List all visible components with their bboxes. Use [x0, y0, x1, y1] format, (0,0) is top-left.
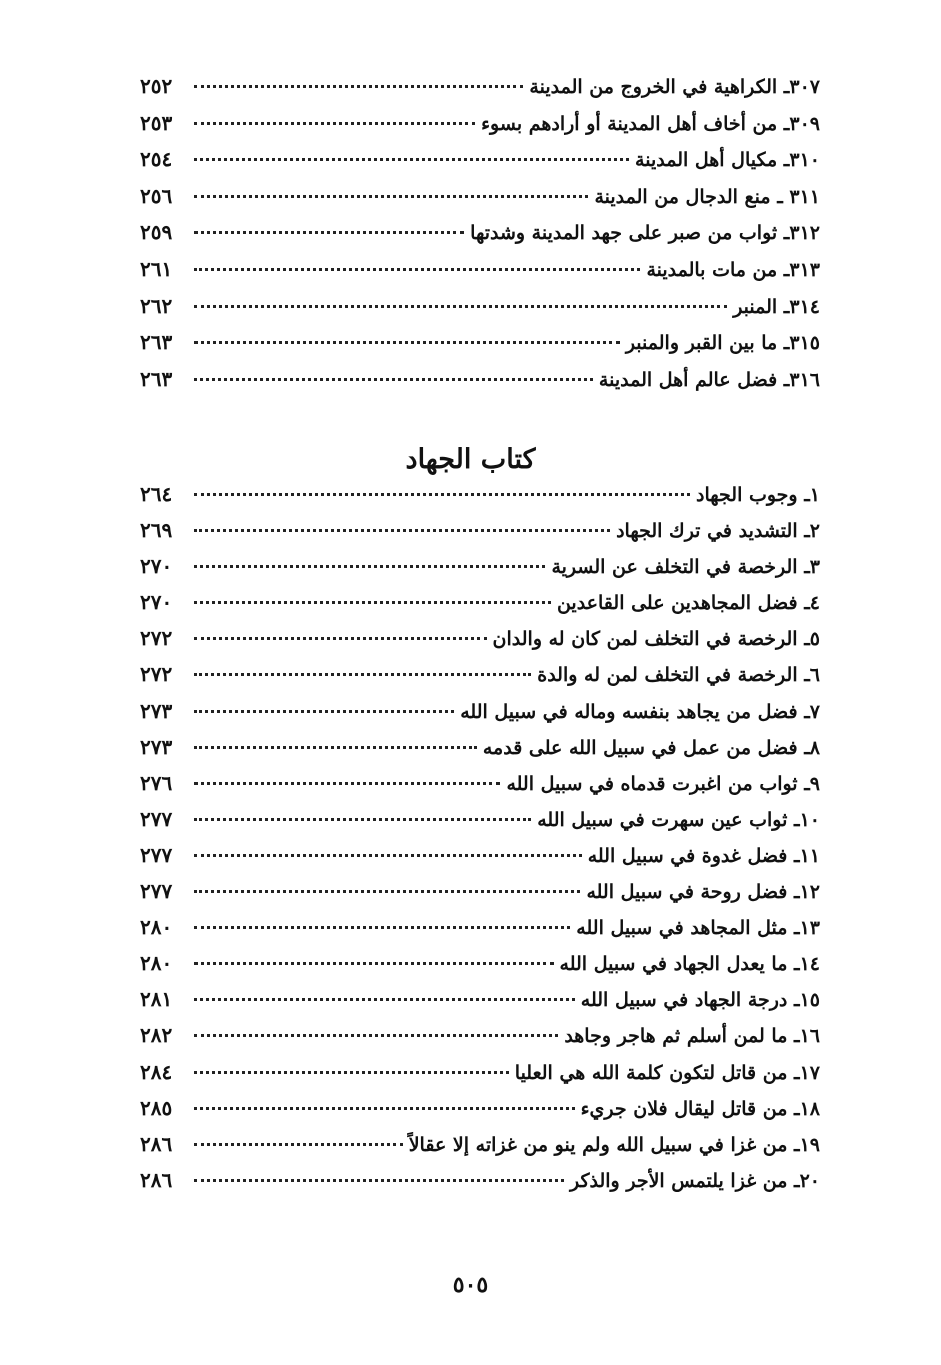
toc-entry — [140, 662, 820, 698]
toc-entry — [140, 518, 820, 554]
toc-previous-section — [140, 74, 820, 403]
toc-jihad-section — [140, 482, 820, 1204]
entry-title: ١٢ـ فضل روحة في سبيل الله — [586, 881, 820, 904]
dot-leader — [194, 341, 620, 344]
toc-entry — [140, 915, 820, 951]
entry-page: ٢٦٣ — [140, 366, 173, 391]
entry-title: ١ـ وجوب الجهاد — [696, 484, 820, 506]
entry-title: ٦ـ الرخصة في التخلف لمن له والدة — [537, 664, 820, 687]
toc-entry — [140, 367, 820, 404]
entry-page: ٢٦٤ — [140, 482, 173, 506]
section-heading: كتاب الجهاد — [405, 444, 536, 475]
entry-title: ٨ـ فضل من عمل في سبيل الله على قدمه — [482, 736, 820, 759]
entry-page: ٢٦١ — [140, 256, 173, 281]
toc-entry — [140, 590, 820, 626]
dot-leader — [194, 305, 727, 308]
toc-entry — [140, 626, 820, 662]
entry-page: ٢٧٧ — [140, 806, 173, 831]
page-number: ٥٠٥ — [452, 1272, 489, 1298]
entry-page: ٢٨٥ — [140, 1095, 173, 1120]
entry-page: ٢٧٧ — [140, 879, 173, 904]
entry-title: ١٨ـ من قاتل ليقال فلان جريء — [580, 1097, 820, 1120]
toc-entry — [140, 699, 820, 735]
entry-title: ٣١٣ـ من مات بالمدينة — [646, 258, 820, 281]
entry-page: ٢٨٦ — [140, 1131, 173, 1156]
entry-page: ٢٥٩ — [140, 220, 173, 245]
entry-page: ٢٨٢ — [140, 1023, 173, 1048]
dot-leader — [194, 1143, 403, 1146]
dot-leader — [194, 268, 640, 271]
toc-entry — [140, 1132, 820, 1168]
entry-page: ٢٨٤ — [140, 1059, 173, 1084]
toc-entry — [140, 294, 820, 331]
entry-title: ١٠ـ ثواب عين سهرت في سبيل الله — [537, 808, 820, 831]
toc-entry — [140, 220, 820, 257]
entry-title: ٣٠٧ـ الكراهية في الخروج من المدينة — [529, 76, 820, 98]
entry-page: ٢٧٠ — [140, 590, 173, 615]
entry-title: ٣١٠ـ مكيال أهل المدينة — [635, 149, 820, 172]
entry-title: ٣١١ ـ منع الدجال من المدينة — [594, 185, 820, 208]
entry-page: ٢٧٠ — [140, 554, 173, 579]
entry-page: ٢٨٦ — [140, 1167, 173, 1192]
entry-title: ٣ـ الرخصة في التخلف عن السرية — [551, 556, 820, 579]
entry-title: ٤ـ فضل المجاهدين على القاعدين — [556, 592, 820, 615]
toc-entry — [140, 987, 820, 1023]
dot-leader — [194, 962, 554, 965]
dot-leader — [194, 195, 588, 198]
dot-leader — [194, 158, 629, 161]
dot-leader — [194, 998, 575, 1001]
entry-title: ٣١٢ـ ثواب من صبر على جهد المدينة وشدتها — [470, 222, 820, 245]
dot-leader — [194, 493, 690, 496]
toc-entry — [140, 482, 820, 518]
entry-title: ١٣ـ مثل المجاهد في سبيل الله — [576, 917, 820, 940]
entry-title: ١٦ـ ما لمن أسلم ثم هاجر وجاهد — [564, 1025, 820, 1048]
dot-leader — [194, 1179, 564, 1182]
toc-entry — [140, 554, 820, 590]
toc-entry — [140, 330, 820, 367]
entry-page: ٢٦٢ — [140, 293, 173, 318]
entry-title: ٧ـ فضل من يجاهد بنفسه وماله في سبيل الله — [460, 700, 820, 723]
toc-entry — [140, 879, 820, 915]
entry-title: ١٥ـ درجة الجهاد في سبيل الله — [580, 989, 820, 1012]
entry-title: ٥ـ الرخصة في التخلف لمن كان له والدان — [492, 628, 820, 651]
entry-title: ٣١٤ـ المنبر — [733, 295, 820, 318]
toc-entry — [140, 1023, 820, 1059]
entry-title: ١٤ـ ما يعدل الجهاد في سبيل الله — [559, 953, 820, 976]
entry-title: ٣٠٩ـ من أخاف أهل المدينة أو أرادهم بسوء — [481, 112, 820, 135]
toc-entry — [140, 1096, 820, 1132]
entry-title: ٣١٦ـ فضل عالم أهل المدينة — [598, 368, 820, 391]
toc-entry — [140, 111, 820, 148]
entry-page: ٢٥٤ — [140, 147, 173, 172]
entry-title: ٢٠ـ من غزا يلتمس الأجر والذكر — [569, 1169, 820, 1192]
toc-entry — [140, 1168, 820, 1204]
dot-leader — [194, 231, 464, 234]
entry-page: ٢٧٣ — [140, 734, 173, 759]
entry-page: ٢٧٧ — [140, 842, 173, 867]
toc-entry — [140, 147, 820, 184]
toc-entry — [140, 1060, 820, 1096]
dot-leader — [194, 890, 580, 893]
dot-leader — [194, 122, 475, 125]
entry-title: ١١ـ فضل غدوة في سبيل الله — [587, 844, 820, 867]
entry-page: ٢٧٣ — [140, 698, 173, 723]
dot-leader — [194, 565, 545, 568]
toc-entry — [140, 257, 820, 294]
dot-leader — [194, 818, 531, 821]
toc-entry — [140, 807, 820, 843]
entry-title: ٢ـ التشديد في ترك الجهاد — [616, 520, 820, 543]
entry-page: ٢٨٠ — [140, 951, 173, 976]
toc-entry — [140, 951, 820, 987]
entry-page: ٢٥٦ — [140, 183, 173, 208]
dot-leader — [194, 85, 523, 88]
entry-title: ١٩ـ من غزا في سبيل الله ولم ينو من غزاته إلا عقالاً — [408, 1133, 820, 1156]
dot-leader — [194, 673, 531, 676]
entry-page: ٢٦٣ — [140, 330, 173, 355]
toc-entry — [140, 843, 820, 879]
dot-leader — [194, 854, 582, 857]
toc-entry — [140, 771, 820, 807]
dot-leader — [194, 1034, 558, 1037]
entry-page: ٢٨١ — [140, 987, 173, 1012]
dot-leader — [194, 637, 487, 640]
entry-title: ١٧ـ من قاتل لتكون كلمة الله هي العليا — [514, 1061, 820, 1084]
entry-title: ٩ـ ثواب من اغبرت قدماه في سبيل الله — [506, 772, 820, 795]
entry-page: ٢٨٠ — [140, 915, 173, 940]
dot-leader — [194, 746, 477, 749]
dot-leader — [194, 926, 570, 929]
toc-entry — [140, 735, 820, 771]
dot-leader — [194, 1107, 575, 1110]
dot-leader — [194, 378, 593, 381]
entry-page: ٢٧٢ — [140, 662, 173, 687]
dot-leader — [194, 529, 610, 532]
dot-leader — [194, 601, 551, 604]
entry-page: ٢٦٩ — [140, 518, 173, 543]
entry-title: ٣١٥ـ ما بين القبر والمنبر — [625, 332, 820, 355]
toc-entry — [140, 74, 820, 111]
entry-page: ٢٥٣ — [140, 110, 173, 135]
toc-entry — [140, 184, 820, 221]
entry-page: ٢٧٢ — [140, 626, 173, 651]
dot-leader — [194, 1071, 509, 1074]
entry-page: ٢٧٦ — [140, 770, 173, 795]
entry-page: ٢٥٢ — [140, 74, 173, 98]
dot-leader — [194, 782, 500, 785]
dot-leader — [194, 710, 454, 713]
